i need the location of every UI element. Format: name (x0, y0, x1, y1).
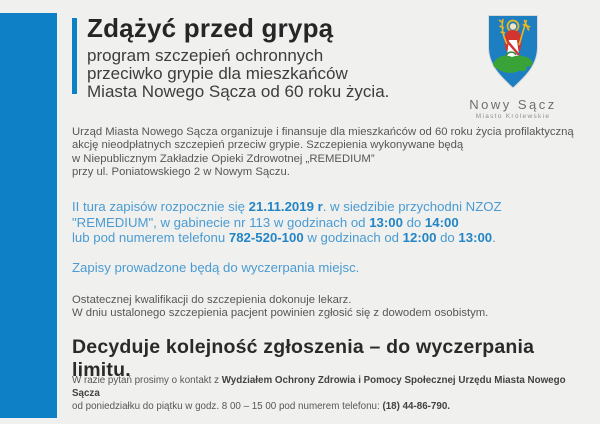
signup-line: lub pod numerem telefonu 782-520-100 w godzinach od 12:00 do 13:00. (72, 230, 496, 246)
coat-of-arms-icon (487, 14, 539, 90)
qualification-line: W dniu ustalonego szczepienia pacjent powinien zgłosić się z dowodem osobistym. (72, 307, 489, 320)
qualification-line: Ostatecznej kwalifikacji do szczepienia dokonuje lekarz. (72, 294, 352, 306)
intro-line: akcję nieodpłatnych szczepień przeciw grypie. Szczepienia wykonywane będą (72, 139, 464, 152)
intro-line: Urząd Miasta Nowego Sącza organizuje i finansuje dla mieszkańców od 60 roku życia profilaktyczną (72, 126, 574, 138)
signup-line: II tura zapisów rozpocznie się 21.11.2019 r. w siedzibie przychodni NZOZ (72, 199, 502, 214)
signup-line: "REMEDIUM", w gabinecie nr 113 w godzinach od 13:00 do 14:00 (72, 214, 459, 230)
headline: Decyduje kolejność zgłoszenia – do wyczerpania limitu. (72, 336, 535, 381)
footer-line: od poniedziałku do piątku w godz. 8 00 – 15 00 pod numerem telefonu: (18) 44-86-790. (72, 400, 450, 412)
poster-title: Zdążyć przed grypą (87, 13, 334, 43)
footer-contact (72, 375, 582, 413)
signup-paragraph (72, 199, 582, 246)
subtitle-line: przeciwko grypie dla mieszkańców (87, 63, 348, 83)
poster-subtitle (87, 47, 389, 101)
intro-line: w Niepublicznym Zakładzie Opieki Zdrowotnej „REMEDIUM” (72, 152, 375, 165)
subtitle-line: Miasta Nowego Sącza od 60 roku życia. (87, 81, 390, 101)
city-emblem (449, 14, 577, 120)
intro-line: przy ul. Poniatowskiego 2 w Nowym Sączu. (72, 166, 290, 179)
footer-line: W razie pytań prosimy o kontakt z Wydziałem Ochrony Zdrowia i Pomocy Społecznej Urzędu Miasta Nowego Sącza (72, 375, 566, 399)
city-motto: Miasto Królewskie (475, 113, 551, 120)
poster-header (72, 14, 389, 101)
left-blue-bar (0, 13, 57, 418)
city-name: Nowy Sącz (469, 97, 557, 112)
qualification-paragraph (72, 294, 582, 321)
subtitle-line: program szczepień ochronnych (87, 45, 324, 65)
intro-paragraph (72, 126, 582, 180)
open-enrollment-note: Zapisy prowadzone będą do wyczerpania miejsc. (72, 260, 360, 275)
title-accent-bar (72, 18, 77, 94)
